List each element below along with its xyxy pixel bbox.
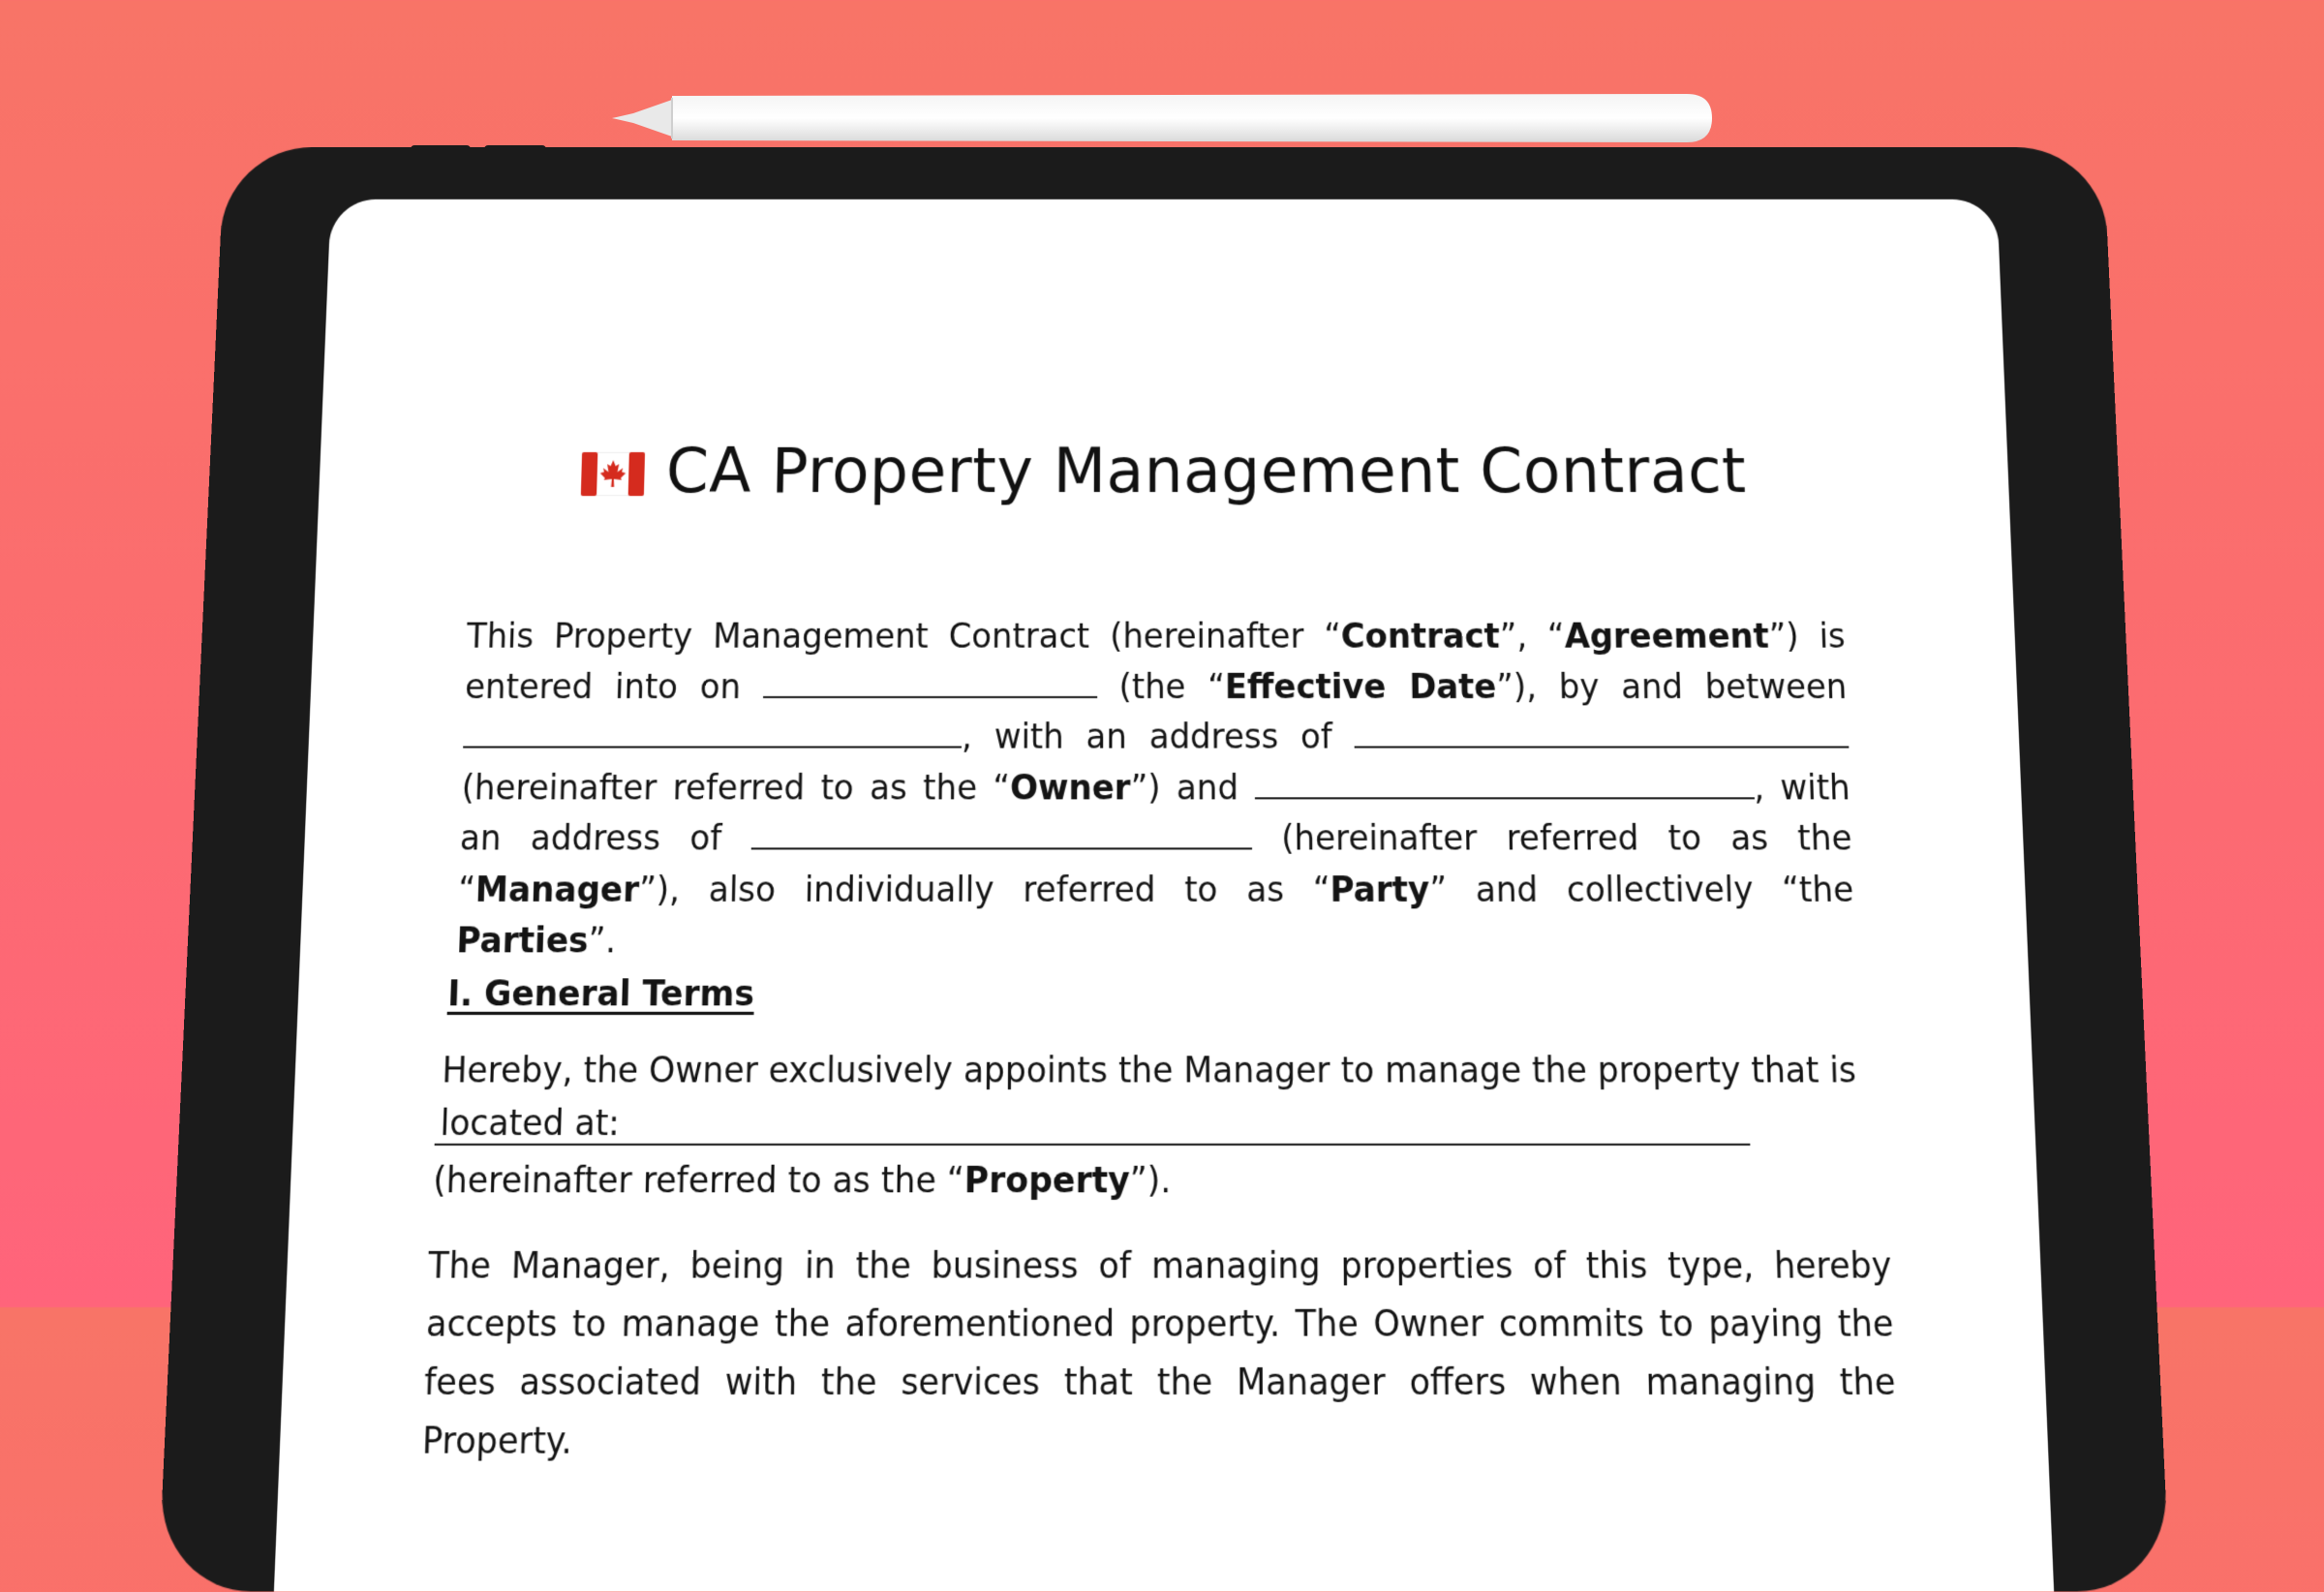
intro-text: (hereinafter referred to as the “ (461, 767, 1011, 808)
blank-manager-address-field[interactable] (751, 816, 1252, 849)
term-owner: Owner (1009, 767, 1131, 808)
term-agreement: Agreement (1564, 616, 1770, 657)
blank-property-address-field[interactable] (435, 1144, 1751, 1146)
acceptance-paragraph: The Manager, being in the business of managing properties of this type, hereby accepts to manage the aforementioned property. The Owner commits to paying the fees associated with the services that the Manager offers when managing the Property. (421, 1244, 1897, 1462)
section-heading-general-terms: I. General Terms (446, 972, 755, 1014)
term-effective-date: Effective Date (1224, 666, 1497, 706)
property-text: (hereinafter referred to as the “ (432, 1159, 964, 1202)
term-manager: Manager (474, 869, 640, 909)
title-text: CA Property Management Contract (665, 434, 1748, 507)
tablet-frame (158, 147, 2170, 1592)
intro-text: , with an address of (459, 767, 1851, 858)
intro-paragraph (456, 611, 1856, 966)
property-paragraph (432, 1154, 1858, 1207)
intro-text: ”) is entered into on (464, 616, 1847, 706)
intro-text: (hereinafter referred to as the “ (457, 817, 1853, 909)
blank-owner-name-field[interactable] (463, 716, 962, 749)
intro-text: ”), by and between (1496, 666, 1848, 706)
term-party: Party (1330, 869, 1430, 909)
blank-owner-address-field[interactable] (1354, 716, 1849, 749)
term-property: Property (963, 1159, 1130, 1202)
intro-text: ”) and (1130, 767, 1239, 808)
intro-text: This Property Management Contract (hereinafter “ (466, 616, 1342, 657)
stylus-pencil (612, 90, 1712, 146)
blank-date-field[interactable] (763, 665, 1097, 698)
intro-text: ” and collectively “the (1429, 869, 1854, 909)
tablet-screen (274, 199, 2054, 1592)
intro-text: (the “ (1118, 666, 1225, 706)
property-text: ”). (1129, 1159, 1172, 1202)
appoint-paragraph: Hereby, the Owner exclusively appoints the Manager to manage the property that is located at: (439, 1049, 1857, 1144)
intro-text: ”), also individually referred to as “ (638, 869, 1330, 909)
term-parties: Parties (455, 920, 590, 961)
document-title (319, 435, 2009, 507)
blank-manager-name-field[interactable] (1254, 766, 1754, 799)
intro-text: , with an address of (961, 716, 1332, 756)
intro-text: ”, “ (1499, 616, 1566, 657)
intro-text: ”. (587, 920, 617, 961)
term-contract: Contract (1340, 616, 1501, 657)
canada-flag-icon (581, 452, 645, 496)
